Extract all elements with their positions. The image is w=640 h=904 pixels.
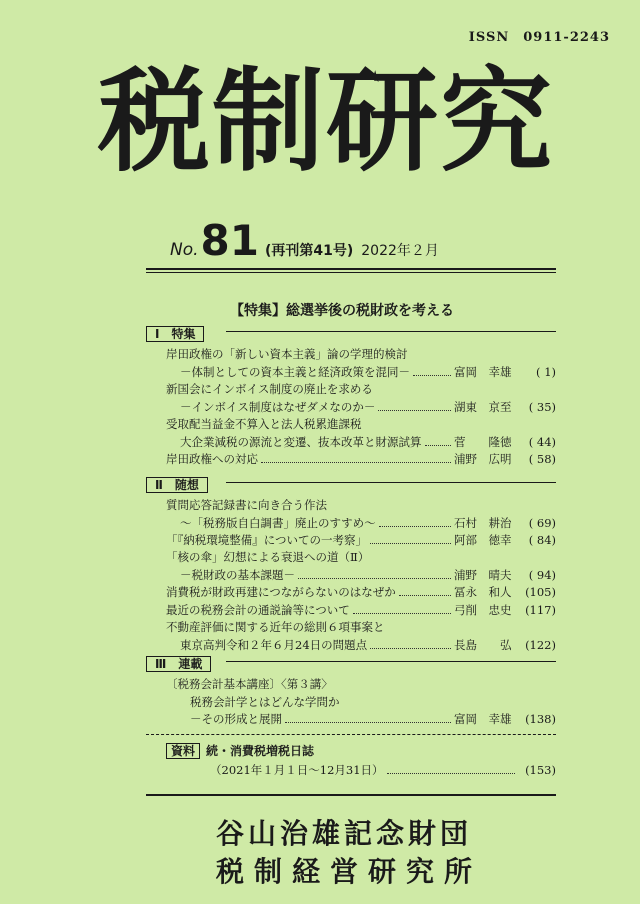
- shiryo-heading: [166, 742, 314, 759]
- journal-title: 税制研究: [98, 56, 554, 187]
- section-heading-2: [146, 474, 556, 490]
- shiryo-title: 続・消費税増税日誌: [206, 744, 315, 758]
- toc-entry: 最近の税務会計の通説論等について 弓削 忠史 (117): [166, 603, 556, 617]
- section-heading-3: [146, 653, 556, 669]
- issn-number: ISSN 0911-2243: [468, 30, 610, 45]
- dashed-divider: [146, 734, 556, 735]
- shiryo-tag: 資料: [166, 743, 200, 759]
- issue-number: 81: [200, 216, 259, 265]
- toc-entry: 「核の傘」幻想による衰退への道（Ⅱ） －税財政の基本課題－ 浦野 晴夫 ( 94): [166, 550, 556, 582]
- toc-entry: 「『納税環境整備』についての一考察」 阿部 徳幸 ( 84): [166, 533, 556, 547]
- issue-info: [170, 216, 439, 265]
- toc-entry: 不動産評価に関する近年の総則６項事案と 東京高判令和２年６月24日の問題点 長島 弘 (122): [166, 620, 556, 652]
- issue-no-label: No.: [170, 240, 199, 260]
- toc-entry: 消費税が財政再建につながらないのはなぜか 冨永 和人 (105): [166, 585, 556, 599]
- publisher-foundation: 谷山治雄記念財団: [216, 817, 473, 850]
- issue-reprint: (再刊第41号): [264, 243, 354, 259]
- publisher-institute: 税制経営研究所: [216, 855, 483, 888]
- toc-entry: 質問応答記録書に向き合う作法 ～「税務版自白調書」廃止のすすめ～ 石村 耕治 ( 69): [166, 498, 556, 530]
- toc-entry: 新国会にインボイス制度の廃止を求める －インボイス制度はなぜダメなのか－ 湖東 京至 ( 35): [166, 382, 556, 414]
- section-label: Ⅲ 連載: [146, 656, 211, 672]
- toc-entry: 受取配当益金不算入と法人税累進課税 大企業減税の源流と変遷、抜本改革と財源試算 菅 隆徳 ( 44): [166, 417, 556, 449]
- section-heading-1: [146, 323, 556, 339]
- shiryo-subline: （2021年１月１日～12月31日） (153): [210, 763, 556, 777]
- toc-entry: 岸田政権への対応 浦野 広明 ( 58): [166, 452, 556, 466]
- toc-entry: 〔税務会計基本講座〕〈第３講〉 税務会計学とはどんな学問か －その形成と展開 富岡 幸雄 (138): [166, 677, 556, 726]
- bottom-divider: [146, 794, 556, 796]
- top-divider: [146, 268, 556, 273]
- feature-heading: 【特集】総選挙後の税財政を考える: [230, 303, 454, 319]
- issue-date: 2022年２月: [361, 243, 439, 259]
- section-label: Ⅰ 特集: [146, 326, 204, 342]
- toc-entry: 岸田政権の「新しい資本主義」論の学理的検討 －体制としての資本主義と経済政策を混同－ 富岡 幸雄 ( 1): [166, 347, 556, 379]
- section-label: Ⅱ 随想: [146, 477, 208, 493]
